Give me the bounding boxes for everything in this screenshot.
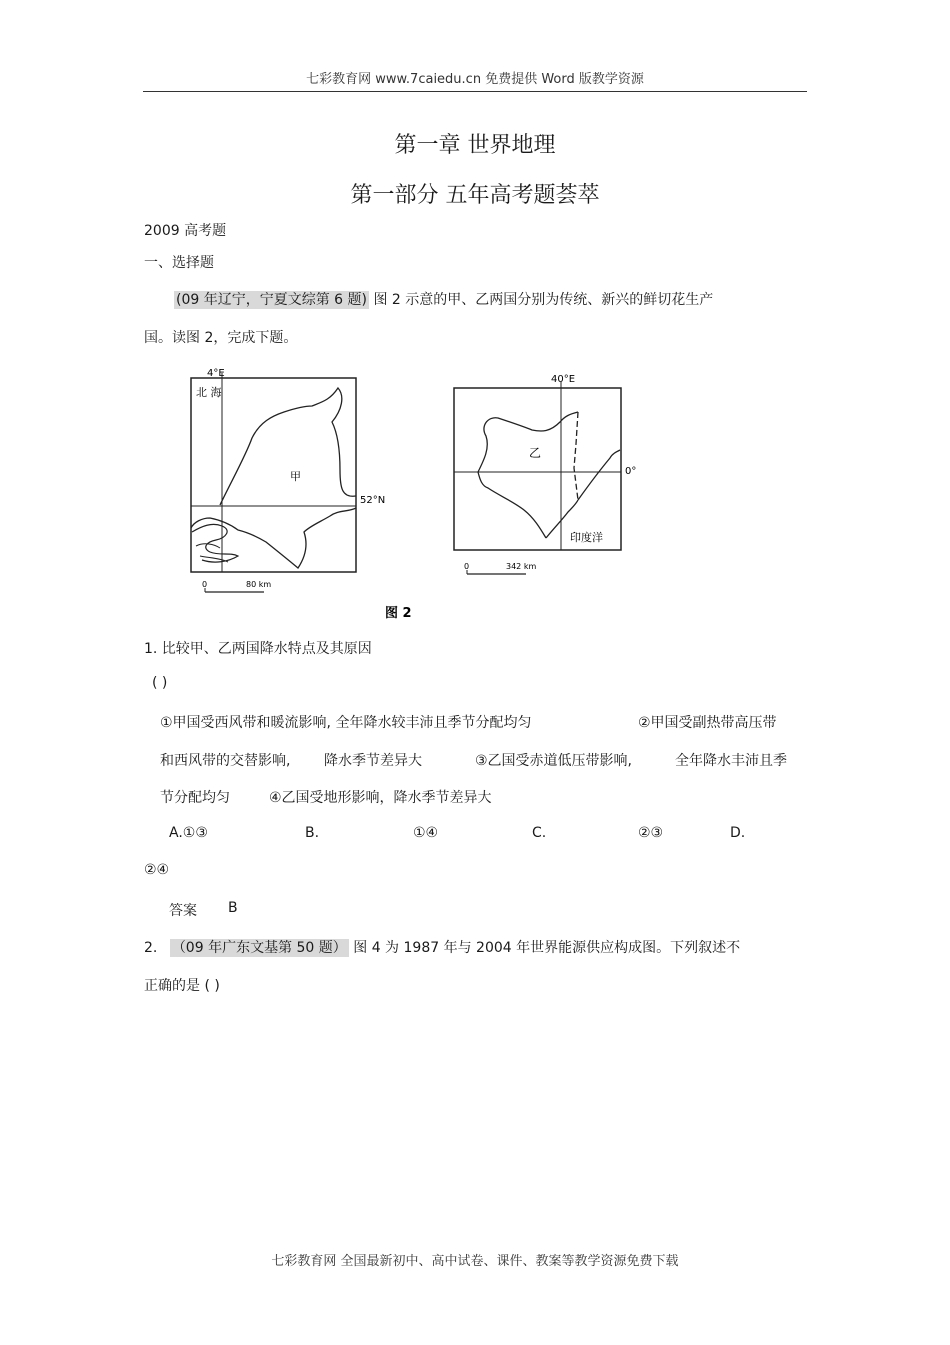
q1-stem: 1. 比较甲、乙两国降水特点及其原因 [144,641,372,657]
section-year: 2009 高考题 [144,223,227,239]
intro-line1 [174,289,713,309]
map-a-delta-1 [192,524,238,562]
q2-line1 [144,937,740,957]
map-a-sea-label: 北 海 [196,386,222,399]
map-a-scale-value: 80 km [246,580,272,589]
q1-statement-2a: ②甲国受副热带高压带 [638,715,777,731]
map-a-country-label: 甲 [290,470,301,483]
figure-caption: 图 2 [385,606,412,621]
map-b-border-east [574,412,578,500]
q1-statement-1: ①甲国受西风带和暖流影响, 全年降水较丰沛且季节分配均匀 [160,715,532,731]
section-type: 一、选择题 [144,255,214,271]
header-rule [143,91,807,92]
q1-answer-label: 答案 [169,903,197,919]
q1-option-a-value: ①③ [182,825,208,841]
q1-statement-2c: 降水季节差异大 [324,753,422,769]
chapter-title: 第一章 世界地理 [394,133,556,158]
map-b-ocean-label: 印度洋 [570,531,603,544]
map-a-frame [191,378,356,572]
map-b-coast [578,450,620,500]
q1-option-d-value: ②④ [144,862,170,878]
q1-option-a-letter: A. [169,825,183,841]
q1-option-c-letter[interactable]: C. [532,825,547,841]
q1-answer: B [228,900,238,916]
page-header: 七彩教育网 www.7caiedu.cn 免费提供 Word 版教学资源 [306,72,644,87]
map-b-scale-value: 342 km [506,562,537,571]
q1-option-c-value: ②③ [638,825,664,841]
q2-source: （09 年广东文基第 50 题） [171,940,347,956]
q1-statement-3a: ③乙国受赤道低压带影响, [475,753,633,769]
map-a-border-north [220,388,356,505]
q1-option-b-letter[interactable]: B. [305,825,320,841]
intro-line2: 国。读图 2，完成下题。 [144,330,298,346]
map-a-parallel-label: 52°N [360,495,386,506]
map-b-scale-zero: 0 [464,562,470,571]
q1-statement-3c: 节分配均匀 [160,790,230,806]
figure-2 [180,360,650,625]
map-b-country-label: 乙 [529,446,542,460]
intro-text-1: 图 2 示意的甲、乙两国分别为传统、新兴的鲜切花生产 [373,292,714,308]
map-b-equator-label: 0° [625,466,637,477]
q2-line2: 正确的是 ( ) [144,978,220,994]
map-b [454,374,636,574]
map-b-border-south [478,472,546,538]
q1-statement-2b: 和西风带的交替影响, [160,753,291,769]
map-a-meridian-label: 4°E [207,368,225,379]
map-a-scale-zero: 0 [202,580,208,589]
q1-option-d-letter[interactable]: D. [730,825,746,841]
q1-option-a[interactable] [169,825,208,841]
q1-paren: ( ) [152,675,168,691]
part-title: 第一部分 五年高考题荟萃 [350,183,600,208]
q1-statement-3b: 全年降水丰沛且季 [675,753,787,769]
page-footer: 七彩教育网 全国最新初中、高中试卷、课件、教案等教学资源免费下载 [271,1254,679,1269]
q1-option-b-value: ①④ [413,825,439,841]
map-b-meridian-label: 40°E [551,374,576,385]
map-b-border-north [478,412,578,472]
q1-statement-4: ④乙国受地形影响，降水季节差异大 [269,790,492,806]
q2-text-1: 图 4 为 1987 年与 2004 年世界能源供应构成图。下列叙述不 [353,940,741,956]
map-a-border-south [191,508,356,568]
map-a [191,368,385,592]
q2-number: 2. [144,940,158,956]
intro-source: (09 年辽宁，宁夏文综第 6 题) [176,292,367,308]
